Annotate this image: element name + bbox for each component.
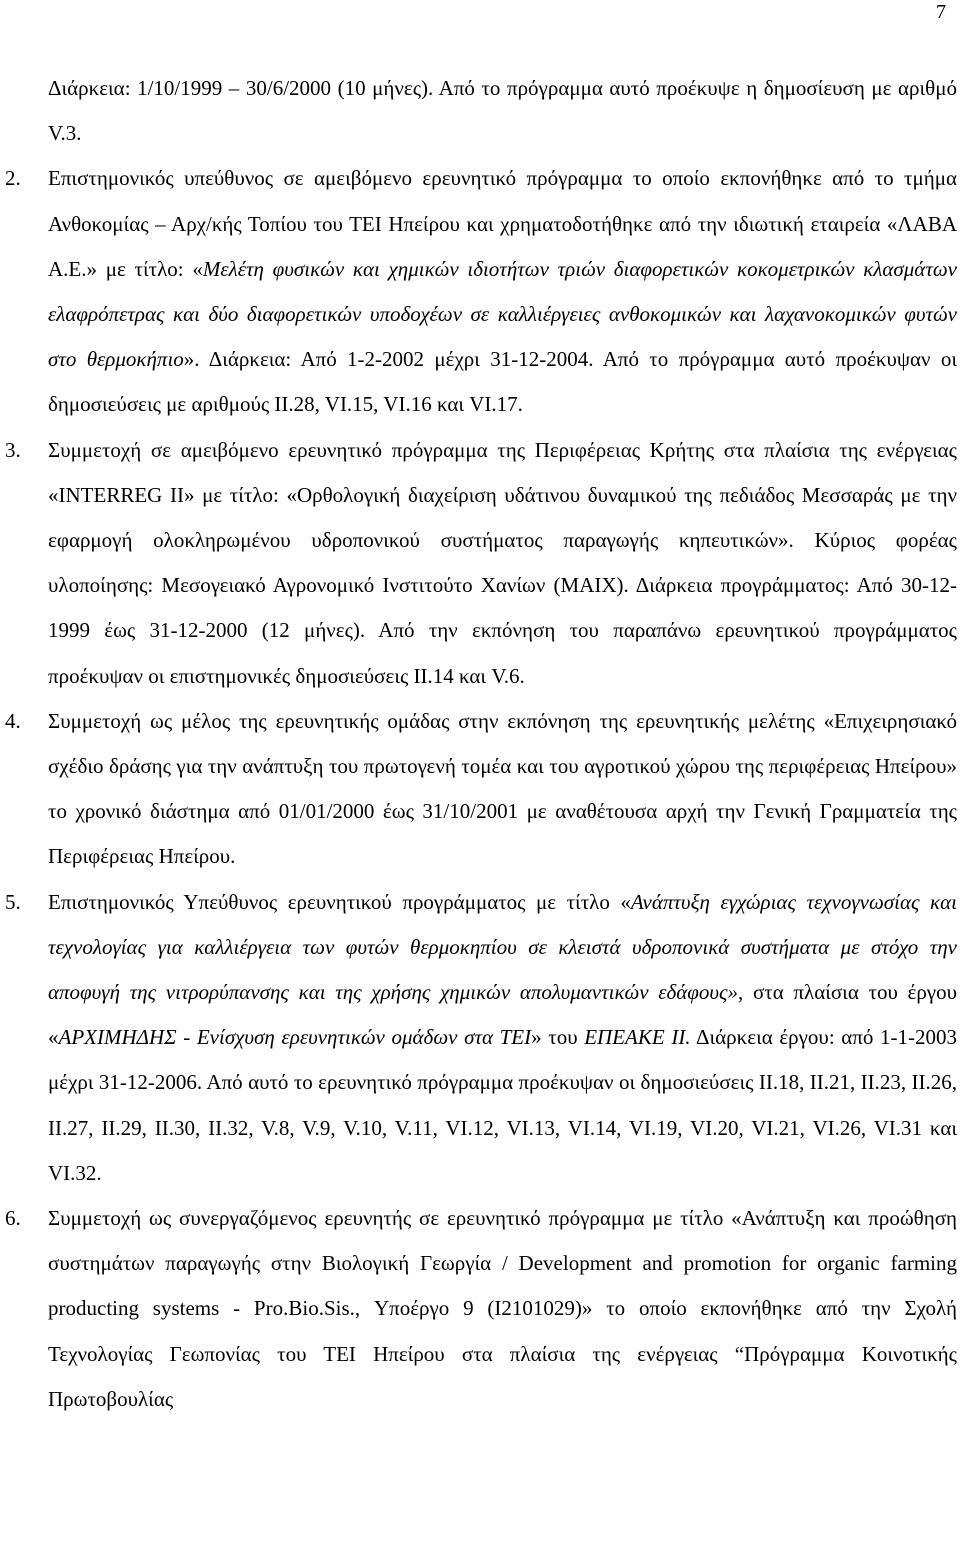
list-item-number: 4.	[5, 708, 21, 733]
list-item-text: Συμμετοχή ως συνεργαζόμενος ερευνητής σε ερευνητικό πρόγραμμα με τίτλο «Ανάπτυξη και προώθηση συστημάτων παραγωγής στην Βιολογική Γεωργία / Development and promotion for organic farming producting systems - Pro.Bio.Sis., Υποέργο 9 (I2101029)» το οποίο εκπονήθηκε από την Σχολή Τεχνολογίας Γεωπονίας του ΤΕΙ Ηπείρου στα πλαίσια της ενέργειας “Πρόγραμμα Κοινοτικής Πρωτοβουλίας	[48, 1206, 957, 1411]
list-item-text	[48, 880, 957, 1196]
list-item-4	[5, 699, 957, 880]
list-item-text	[48, 156, 957, 427]
paragraph-continuation: Διάρκεια: 1/10/1999 – 30/6/2000 (10 μήνες). Από το πρόγραμμα αυτό προέκυψε η δημοσίευση με αριθμό V.3.	[48, 76, 957, 146]
text-segment: Επιστημονικός Υπεύθυνος ερευνητικού προγράμματος με τίτλο «	[48, 889, 631, 914]
text-segment: Επιστημονικός υπεύθυνος σε αμειβόμενο ερευνητικό πρόγραμμα το οποίο εκπονήθηκε από το τμήμα Ανθοκομίας – Αρχ/κής Τοπίου του ΤΕΙ Ηπείρου και χρηματοδοτήθηκε από την ιδιωτική εταιρεία «ΛΑΒΑ Α.Ε.» με τίτλο: «	[48, 166, 957, 281]
list-item-number: 6.	[5, 1206, 21, 1231]
italic-title: Ανάπτυξη εγχώριας τεχνογνωσίας και τεχνολογίας για καλλιέργεια των φυτών θερμοκηπίου σε κλειστά υδροπονικά συστήματα με στόχο την αποφυγή της νιτρορύπανσης και της χρήσης χημικών απολυμαντικών εδάφους»	[48, 889, 957, 1005]
text-segment: ». Διάρκεια: Από 1-2-2002 μέχρι 31-12-2004. Από το πρόγραμμα αυτό προέκυψαν οι δημοσιεύσεις με αριθμούς II.28, VI.15, VI.16 και VI.17.	[48, 347, 958, 417]
text-segment: Διάρκεια έργου: από 1-1-2003 μέχρι 31-12-2006. Από αυτό το ερευνητικό πρόγραμμα προέκυψαν οι δημοσιεύσεις II.18, II.21, II.23, II.26, II.27, II.29, II.30, II.32, V.8, V.9, V.10, V.11, VI.12, VI.13, VI.14, VI.19, VI.20, VI.21, VI.26, VI.31 και VI.32.	[48, 1025, 957, 1185]
list-item-text: Συμμετοχή σε αμειβόμενο ερευνητικό πρόγραμμα της Περιφέρειας Κρήτης στα πλαίσια της ενέργειας «INTERREG II» με τίτλο: «Ορθολογική διαχείριση υδάτινου δυναμικού της πεδιάδος Μεσσαράς με την εφαρμογή ολοκληρωμένου υδροπονικού συστήματος παραγωγής κηπευτικών». Κύριος φορέας υλοποίησης: Μεσογειακό Αγρονομικό Ινστιτούτο Χανίων (ΜΑΙΧ). Διάρκεια προγράμματος: Από 30-12-1999 έως 31-12-2000 (12 μήνες). Από την εκπόνηση του παραπάνω ερευνητικού προγράμματος προέκυψαν οι επιστημονικές δημοσιεύσεις II.14 και V.6.	[48, 437, 957, 688]
list-item-3	[5, 428, 957, 699]
list-item-number: 3.	[5, 437, 21, 462]
list-item-6	[5, 1196, 957, 1422]
list-item-2	[5, 156, 957, 427]
text-segment: , στα πλαίσια του έργου «	[48, 980, 957, 1050]
page-number: 7	[936, 1, 946, 23]
list-item-5	[5, 880, 957, 1196]
italic-title: Μελέτη φυσικών και χημικών ιδιοτήτων τριών διαφορετικών κοκομετρικών κλασμάτων ελαφρόπετρας και δύο διαφορετικών υποδοχέων σε καλλιέργειες ανθοκομικών και λαχανοκομικών φυτών στο θερμοκήπιο	[48, 256, 957, 372]
italic-title: ΕΠΕΑΚΕ ΙΙ.	[584, 1025, 691, 1050]
list-item-number: 5.	[5, 889, 21, 914]
list-item-number: 2.	[5, 166, 21, 191]
italic-title: ΑΡΧΙΜΗΔΗΣ - Ενίσχυση ερευνητικών ομάδων στα ΤΕΙ	[58, 1025, 532, 1050]
text-segment: » του	[531, 1025, 585, 1050]
list-item-text: Συμμετοχή ως μέλος της ερευνητικής ομάδας στην εκπόνηση της ερευνητικής μελέτης «Επιχειρησιακό σχέδιο δράσης για την ανάπτυξη του πρωτογενή τομέα και του αγροτικού χώρου της περιφέρειας Ηπείρου» το χρονικό διάστημα από 01/01/2000 έως 31/10/2001 με αναθέτουσα αρχή την Γενική Γραμματεία της Περιφέρειας Ηπείρου.	[48, 708, 957, 869]
document-body	[5, 66, 957, 1422]
